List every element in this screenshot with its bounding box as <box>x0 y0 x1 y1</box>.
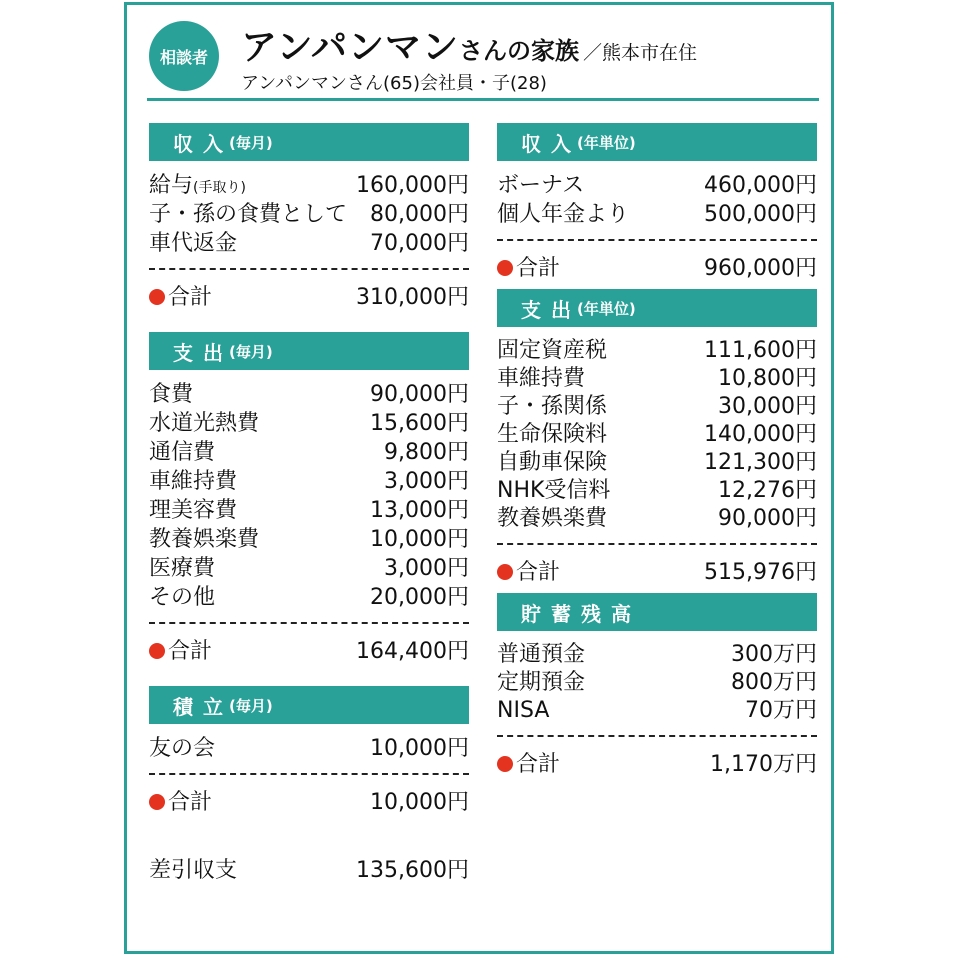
section-header-income-yearly <box>497 123 817 161</box>
item-label: 車維持費 <box>149 469 238 494</box>
item-value: 800万円 <box>731 670 817 695</box>
item-value: 111,600円 <box>704 338 817 363</box>
list-item <box>149 525 469 554</box>
item-value: 500,000円 <box>704 202 817 227</box>
total-label: 合計 <box>497 251 560 282</box>
section-header-expense-yearly <box>497 289 817 327</box>
item-value: 160,000円 <box>356 173 469 198</box>
item-value: 15,600円 <box>370 411 469 436</box>
item-label: 子・孫の食費として <box>149 202 348 227</box>
list-item <box>149 380 469 409</box>
red-dot-icon <box>149 289 165 305</box>
savings-monthly-list <box>149 724 469 763</box>
item-value: 10,000円 <box>370 736 469 761</box>
item-value: 140,000円 <box>704 422 817 447</box>
total-value: 960,000円 <box>704 255 817 281</box>
family-members: アンパンマンさん(65)会社員・子(28) <box>241 73 547 94</box>
list-item <box>149 171 469 200</box>
dashed-divider <box>149 773 469 775</box>
list-item <box>497 669 817 697</box>
list-item <box>149 583 469 612</box>
item-label: 医療費 <box>149 556 216 581</box>
item-value: 300万円 <box>731 642 817 667</box>
dashed-divider <box>149 268 469 270</box>
item-value: 12,276円 <box>718 478 817 503</box>
list-item <box>497 365 817 393</box>
income-yearly-list <box>497 161 817 229</box>
list-item <box>149 734 469 763</box>
item-value: 70万円 <box>745 698 817 723</box>
list-item <box>149 409 469 438</box>
item-label: 個人年金より <box>497 202 630 227</box>
right-column <box>497 123 817 777</box>
red-dot-icon <box>497 756 513 772</box>
dashed-divider <box>497 239 817 241</box>
item-label: 子・孫関係 <box>497 394 608 419</box>
consultant-badge: 相談者 <box>149 21 219 91</box>
total-value: 1,170万円 <box>710 751 817 777</box>
expense-monthly-list <box>149 370 469 612</box>
item-label: 通信費 <box>149 440 216 465</box>
section-header-income-monthly <box>149 123 469 161</box>
dashed-divider <box>497 543 817 545</box>
family-name-main: アンパンマン <box>241 27 460 68</box>
section-unit: (毎月) <box>229 696 273 715</box>
red-dot-icon <box>497 260 513 276</box>
list-item <box>149 200 469 229</box>
item-label: 固定資産税 <box>497 338 608 363</box>
item-label: 友の会 <box>149 736 216 761</box>
total-label: 合計 <box>497 555 560 586</box>
section-header-savings-monthly <box>149 686 469 724</box>
item-label: 車代返金 <box>149 231 238 256</box>
header-divider <box>147 98 819 101</box>
item-label: 自動車保険 <box>497 450 608 475</box>
item-label: 教養娯楽費 <box>497 506 608 531</box>
deposits-list <box>497 631 817 725</box>
list-item <box>497 421 817 449</box>
total-row <box>149 634 469 664</box>
list-item <box>497 505 817 533</box>
section-title: 収入 <box>173 131 233 156</box>
item-label: 水道光熱費 <box>149 411 260 436</box>
item-label: NHK受信料 <box>497 478 611 503</box>
total-row <box>497 251 817 281</box>
list-item <box>149 438 469 467</box>
list-item <box>497 393 817 421</box>
total-row <box>149 280 469 310</box>
list-item <box>149 554 469 583</box>
budget-card <box>124 2 834 954</box>
balance-row <box>149 853 469 884</box>
list-item <box>149 467 469 496</box>
item-label: 普通預金 <box>497 642 586 667</box>
item-value: 9,800円 <box>384 440 469 465</box>
item-label: 車維持費 <box>497 366 586 391</box>
item-value: 13,000円 <box>370 498 469 523</box>
list-item <box>497 200 817 229</box>
item-label: 理美容費 <box>149 498 238 523</box>
list-item <box>497 641 817 669</box>
item-label: その他 <box>149 585 216 610</box>
section-title: 収入 <box>521 131 581 156</box>
total-row <box>497 555 817 585</box>
section-unit: (毎月) <box>229 133 273 152</box>
item-value: 20,000円 <box>370 585 469 610</box>
total-label: 合計 <box>149 280 212 311</box>
section-unit: (毎月) <box>229 342 273 361</box>
list-item <box>149 229 469 258</box>
item-value: 3,000円 <box>384 556 469 581</box>
dashed-divider <box>497 735 817 737</box>
total-value: 10,000円 <box>370 789 469 815</box>
item-label: 教養娯楽費 <box>149 527 260 552</box>
red-dot-icon <box>149 643 165 659</box>
total-row <box>149 785 469 815</box>
family-location: ／熊本市在住 <box>583 42 698 64</box>
red-dot-icon <box>149 794 165 810</box>
item-label: NISA <box>497 698 550 723</box>
list-item <box>497 449 817 477</box>
item-label: 生命保険料 <box>497 422 608 447</box>
item-value: 90,000円 <box>718 506 817 531</box>
family-name <box>241 19 697 70</box>
section-unit: (年単位) <box>577 133 636 152</box>
total-label: 合計 <box>149 634 212 665</box>
section-unit: (年単位) <box>577 299 636 318</box>
total-value: 164,400円 <box>356 638 469 664</box>
list-item <box>497 171 817 200</box>
expense-yearly-list <box>497 327 817 533</box>
item-value: 70,000円 <box>370 231 469 256</box>
total-row <box>497 747 817 777</box>
left-column <box>149 123 469 884</box>
balance-label: 差引収支 <box>149 858 238 883</box>
item-value: 90,000円 <box>370 382 469 407</box>
item-value: 10,000円 <box>370 527 469 552</box>
family-name-suffix: さんの家族 <box>459 37 580 65</box>
balance-value: 135,600円 <box>356 858 469 883</box>
item-value: 30,000円 <box>718 394 817 419</box>
item-value: 460,000円 <box>704 173 817 198</box>
section-title: 貯蓄残高 <box>521 601 641 626</box>
item-label: 定期預金 <box>497 670 586 695</box>
item-value: 10,800円 <box>718 366 817 391</box>
total-value: 310,000円 <box>356 284 469 310</box>
total-label: 合計 <box>497 747 560 778</box>
dashed-divider <box>149 622 469 624</box>
section-title: 積立 <box>173 694 233 719</box>
item-label: ボーナス <box>497 173 585 198</box>
list-item <box>149 496 469 525</box>
total-value: 515,976円 <box>704 559 817 585</box>
list-item <box>497 337 817 365</box>
list-item <box>497 477 817 505</box>
section-title: 支出 <box>521 297 581 322</box>
item-label: 食費 <box>149 382 194 407</box>
item-value: 3,000円 <box>384 469 469 494</box>
total-label: 合計 <box>149 785 212 816</box>
section-header-deposits <box>497 593 817 631</box>
list-item <box>497 697 817 725</box>
section-header-expense-monthly <box>149 332 469 370</box>
section-title: 支出 <box>173 340 233 365</box>
income-monthly-list <box>149 161 469 258</box>
item-value: 80,000円 <box>370 202 469 227</box>
red-dot-icon <box>497 564 513 580</box>
item-label: 給与(手取り) <box>149 173 246 198</box>
item-value: 121,300円 <box>704 450 817 475</box>
